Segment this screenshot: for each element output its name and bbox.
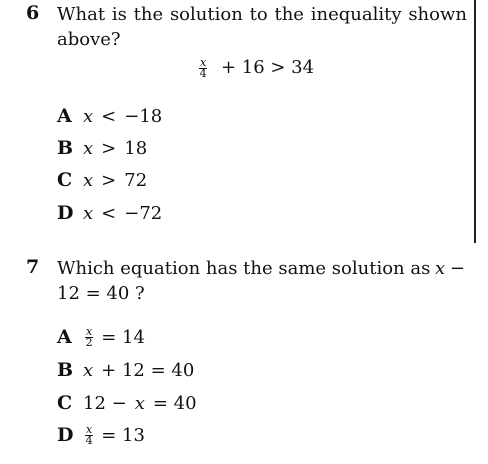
question-text-line-2: 12 = 40 ? — [57, 283, 145, 304]
option-variable: x — [83, 137, 94, 159]
option-letter: D — [57, 424, 74, 446]
answer-option-d[interactable] — [57, 421, 145, 449]
answer-option-c[interactable] — [57, 389, 197, 417]
fraction: $\frac{x}{4}$ — [85, 422, 93, 447]
option-letter: C — [57, 169, 73, 191]
question-text-line-1: Which equation has the same solution as x − — [57, 258, 465, 279]
answer-option-d[interactable] — [57, 199, 162, 227]
option-prefix: 12 − — [83, 392, 127, 414]
option-letter: A — [57, 105, 72, 127]
equation-rest: + 16 > 34 — [220, 57, 315, 78]
option-expression: = 14 — [101, 326, 145, 348]
option-variable: x — [83, 105, 94, 127]
option-relation: < — [101, 105, 117, 127]
option-value: 18 — [124, 137, 148, 159]
fraction: $\frac{x}{2}$ — [85, 324, 93, 349]
option-letter: B — [57, 359, 74, 381]
question-number: 7 — [26, 256, 40, 278]
inequality-equation — [197, 57, 314, 79]
option-value: −18 — [124, 105, 163, 127]
option-value: −72 — [124, 202, 163, 224]
question-text — [57, 2, 467, 52]
option-letter: A — [57, 326, 72, 348]
question-text-line-1: What is the solution to the inequality shown — [57, 4, 467, 25]
option-letter: D — [57, 202, 74, 224]
option-variable: x — [134, 392, 145, 414]
option-relation: > — [101, 169, 117, 191]
answer-option-c[interactable] — [57, 166, 147, 194]
option-expression: = 40 — [152, 392, 197, 414]
variable: x — [435, 258, 446, 279]
option-letter: C — [57, 392, 73, 414]
column-divider — [474, 0, 476, 243]
question-text-line-2: above? — [57, 29, 121, 50]
option-variable: x — [83, 202, 94, 224]
option-value: 72 — [124, 169, 148, 191]
option-relation: > — [101, 137, 117, 159]
question-text — [57, 256, 465, 306]
answer-option-a[interactable] — [57, 102, 162, 130]
option-expression: = 13 — [101, 424, 145, 446]
option-relation: < — [101, 202, 117, 224]
option-variable: x — [83, 169, 94, 191]
option-letter: B — [57, 137, 74, 159]
question-number: 6 — [26, 2, 40, 24]
option-expression: + 12 = 40 — [101, 359, 195, 381]
answer-option-b[interactable] — [57, 356, 194, 384]
option-variable: x — [83, 359, 94, 381]
fraction: $\frac{x}{4}$ — [199, 55, 207, 80]
answer-option-a[interactable] — [57, 323, 145, 351]
answer-option-b[interactable] — [57, 134, 147, 162]
